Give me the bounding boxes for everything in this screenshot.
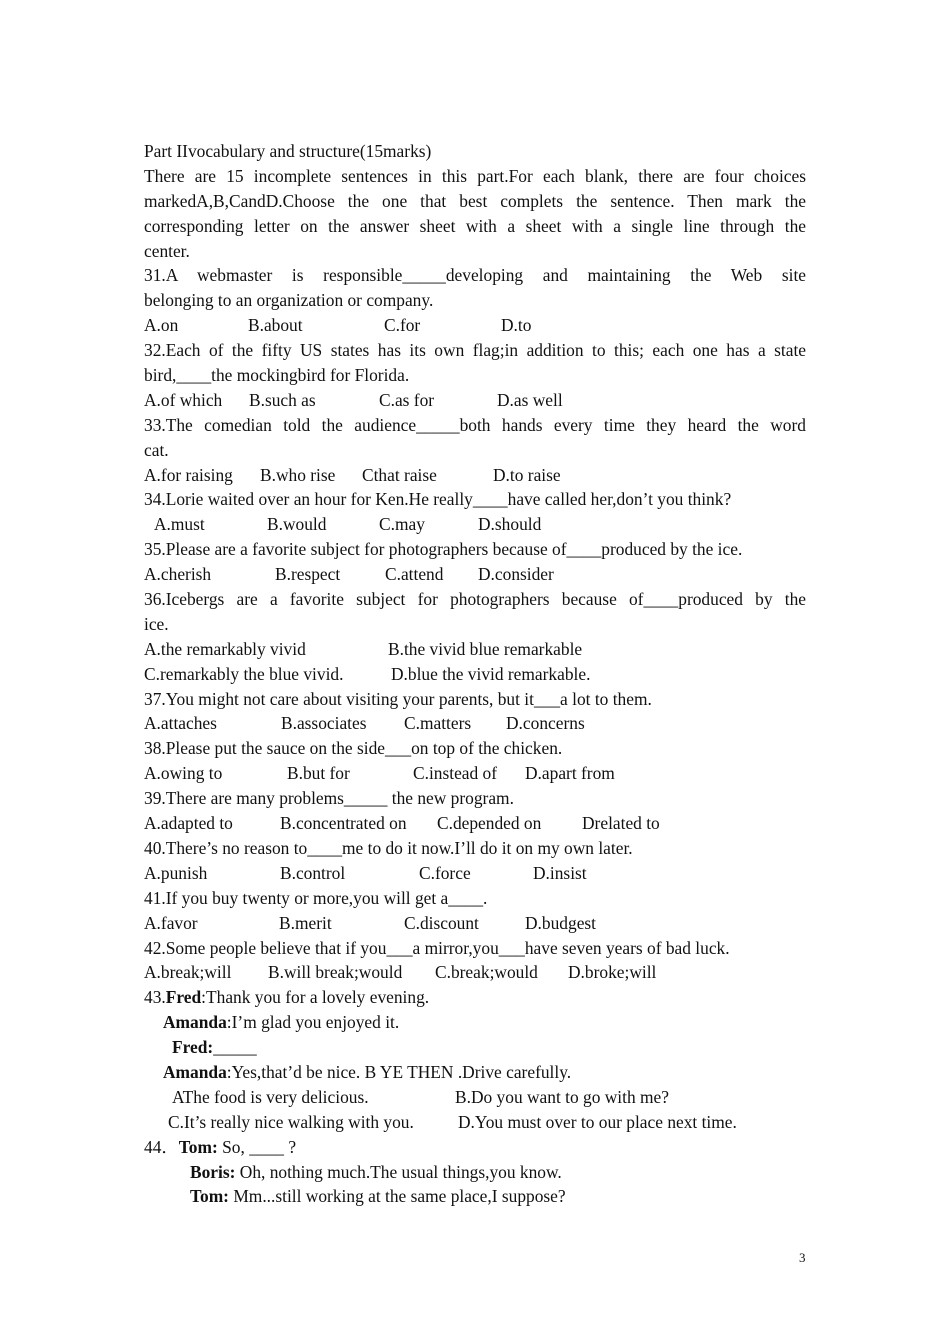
question-32-stem-cont: bird,____the mockingbird for Florida. bbox=[144, 365, 410, 386]
dialogue-text: Oh, nothing much.The usual things,you know. bbox=[235, 1161, 562, 1182]
option-c: C.instead of bbox=[413, 763, 498, 784]
option-a: A.of which bbox=[144, 389, 223, 410]
speaker: Boris: bbox=[190, 1161, 236, 1182]
question-43-options-row1 bbox=[144, 1085, 806, 1110]
option-c: C.discount bbox=[404, 912, 479, 933]
question-31-stem: 31.A webmaster is responsible_____developing and maintaining the Web site bbox=[144, 265, 806, 286]
option-b: B.about bbox=[248, 315, 303, 336]
option-b: B.associates bbox=[281, 713, 367, 734]
option-b: B.but for bbox=[287, 763, 350, 784]
speaker: Fred bbox=[165, 987, 202, 1008]
option-b: B.will break;would bbox=[268, 962, 403, 983]
option-d: D.as well bbox=[497, 389, 563, 410]
dialogue-text: :I’m glad you enjoyed it. bbox=[226, 1012, 400, 1033]
speaker: Fred: bbox=[172, 1037, 214, 1058]
option-a: AThe food is very delicious. bbox=[172, 1086, 369, 1107]
option-b: B.concentrated on bbox=[280, 813, 407, 834]
dialogue-text: :Thank you for a lovely evening. bbox=[201, 987, 430, 1008]
question-31-options bbox=[144, 313, 806, 338]
speaker: Tom: bbox=[190, 1186, 229, 1207]
question-36-stem-cont: ice. bbox=[144, 613, 169, 634]
option-c: C.as for bbox=[379, 389, 435, 410]
option-a: A.favor bbox=[144, 912, 198, 933]
exam-content bbox=[144, 139, 806, 1209]
instructions-line: There are 15 incomplete sentences in this part.For each blank, there are four choices bbox=[144, 165, 806, 186]
question-40-stem: 40.There’s no reason to____me to do it now.I’ll do it on my own later. bbox=[144, 837, 633, 858]
question-number: 43. bbox=[144, 987, 166, 1008]
instructions-line: center. bbox=[144, 240, 190, 261]
option-b: B.merit bbox=[279, 912, 332, 933]
option-d: D.should bbox=[478, 514, 542, 535]
option-c: C.matters bbox=[404, 713, 472, 734]
question-43-line bbox=[144, 1035, 806, 1060]
option-b: B.respect bbox=[275, 564, 341, 585]
option-d: D.apart from bbox=[525, 763, 615, 784]
question-43-options-row2 bbox=[144, 1110, 806, 1135]
option-d: D.concerns bbox=[506, 713, 585, 734]
dialogue-text: _____ bbox=[213, 1037, 257, 1058]
option-c: C.It’s really nice walking with you. bbox=[168, 1111, 414, 1132]
question-34-stem: 34.Lorie waited over an hour for Ken.He really____have called her,don’t you think? bbox=[144, 489, 732, 510]
option-a: A.cherish bbox=[144, 564, 212, 585]
option-c: C.depended on bbox=[437, 813, 542, 834]
question-37-options bbox=[144, 711, 806, 736]
option-c: C.attend bbox=[385, 564, 444, 585]
instructions-line: corresponding letter on the answer sheet with a sheet with a single line through the bbox=[144, 215, 806, 236]
question-41-options bbox=[144, 911, 806, 936]
question-33-options bbox=[144, 463, 806, 488]
option-d: D.blue the vivid remarkable. bbox=[391, 663, 591, 684]
question-36-stem: 36.Icebergs are a favorite subject for photographers because of____produced by the bbox=[144, 589, 806, 610]
question-33-stem-cont: cat. bbox=[144, 439, 169, 460]
option-a: A.break;will bbox=[144, 962, 232, 983]
option-d: D.broke;will bbox=[568, 962, 657, 983]
question-42-options bbox=[144, 960, 806, 985]
question-34-options bbox=[144, 512, 806, 537]
question-35-stem: 35.Please are a favorite subject for photographers because of____produced by the ice. bbox=[144, 539, 743, 560]
option-a: A.adapted to bbox=[144, 813, 233, 834]
option-d: D.insist bbox=[533, 862, 587, 883]
option-a: A.punish bbox=[144, 862, 208, 883]
option-d: D.budgest bbox=[525, 912, 597, 933]
question-37-stem: 37.You might not care about visiting your parents, but it___a lot to them. bbox=[144, 688, 652, 709]
speaker: Amanda bbox=[163, 1061, 227, 1082]
speaker: Amanda bbox=[163, 1012, 227, 1033]
question-33-stem: 33.The comedian told the audience_____both hands every time they heard the word bbox=[144, 414, 806, 435]
option-c: Cthat raise bbox=[362, 464, 437, 485]
option-d: Drelated to bbox=[582, 813, 660, 834]
instructions-line: markedA,B,CandD.Choose the one that best complets the sentence. Then mark the bbox=[144, 190, 806, 211]
question-38-stem: 38.Please put the sauce on the side___on top of the chicken. bbox=[144, 738, 563, 759]
option-b: B.the vivid blue remarkable bbox=[388, 638, 583, 659]
option-a: A.attaches bbox=[144, 713, 217, 734]
dialogue-text: Mm...still working at the same place,I suppose? bbox=[228, 1186, 566, 1207]
page-number: 3 bbox=[799, 1250, 806, 1265]
option-d: D.You must over to our place next time. bbox=[458, 1111, 737, 1132]
question-31-stem-cont: belonging to an organization or company. bbox=[144, 290, 434, 311]
option-c: C.force bbox=[419, 862, 471, 883]
option-c: C.remarkably the blue vivid. bbox=[144, 663, 344, 684]
option-a: A.on bbox=[144, 315, 179, 336]
question-32-options bbox=[144, 388, 806, 413]
question-43-line bbox=[144, 985, 806, 1010]
question-40-options bbox=[144, 861, 806, 886]
dialogue-text: :Yes,that’d be nice. B YE THEN .Drive carefully. bbox=[226, 1061, 572, 1082]
question-number: 44． bbox=[144, 1136, 179, 1157]
question-36-options-row2 bbox=[144, 662, 806, 687]
option-d: D.to bbox=[501, 315, 532, 336]
question-39-options bbox=[144, 811, 806, 836]
part-title: Part IIvocabulary and structure(15marks) bbox=[144, 141, 432, 161]
question-35-options bbox=[144, 562, 806, 587]
option-c: C.may bbox=[379, 514, 425, 535]
option-a: A.must bbox=[154, 514, 205, 535]
speaker: Tom: bbox=[178, 1136, 218, 1157]
question-43-line bbox=[144, 1060, 806, 1085]
option-a: A.owing to bbox=[144, 763, 223, 784]
option-b: B.would bbox=[267, 514, 327, 535]
question-38-options bbox=[144, 761, 806, 786]
question-44-line bbox=[144, 1184, 806, 1209]
option-d: D.consider bbox=[478, 564, 554, 585]
question-44-line bbox=[144, 1135, 806, 1160]
option-a: A.for raising bbox=[144, 464, 233, 485]
question-43-line bbox=[144, 1010, 806, 1035]
option-d: D.to raise bbox=[493, 464, 561, 485]
question-32-stem: 32.Each of the fifty US states has its own flag;in addition to this; each one has a state bbox=[144, 340, 806, 361]
question-42-stem: 42.Some people believe that if you___a mirror,you___have seven years of bad luck. bbox=[144, 937, 730, 958]
option-b: B.Do you want to go with me? bbox=[455, 1086, 669, 1107]
option-b: B.who rise bbox=[260, 464, 336, 485]
question-39-stem: 39.There are many problems_____ the new program. bbox=[144, 788, 514, 809]
option-c: C.for bbox=[384, 315, 421, 336]
question-36-options-row1 bbox=[144, 637, 806, 662]
option-a: A.the remarkably vivid bbox=[144, 638, 306, 659]
dialogue-text: So, ____ ? bbox=[217, 1136, 297, 1157]
option-c: C.break;would bbox=[435, 962, 538, 983]
option-b: B.such as bbox=[249, 389, 316, 410]
question-41-stem: 41.If you buy twenty or more,you will get a____. bbox=[144, 887, 488, 908]
option-b: B.control bbox=[280, 862, 346, 883]
question-44-line bbox=[144, 1160, 806, 1185]
